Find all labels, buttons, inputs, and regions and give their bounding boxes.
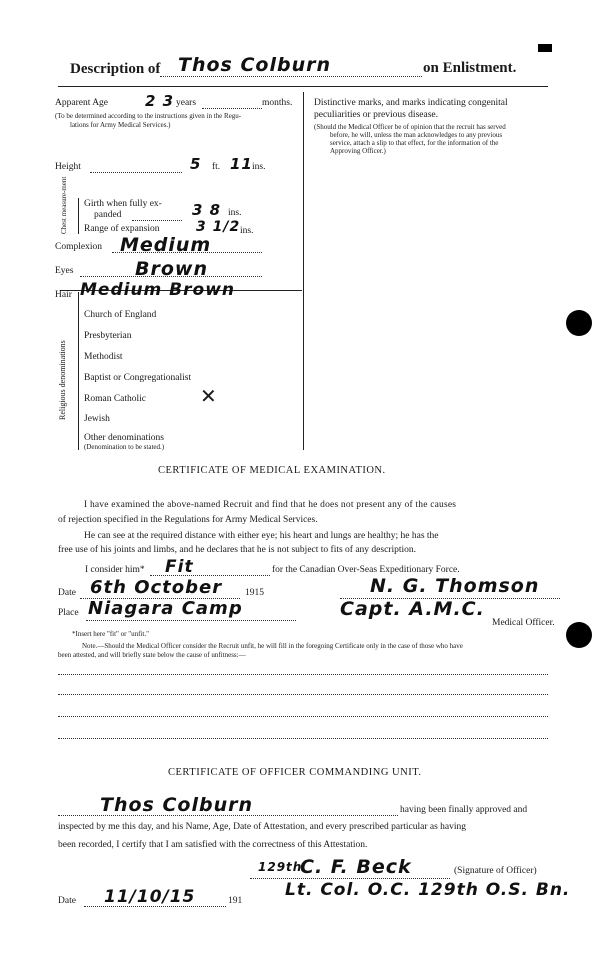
height-label: Height [55, 162, 81, 172]
height-in-value: 11 [230, 155, 253, 173]
ft-label: ft. [212, 162, 221, 172]
chest-side-label: Chest measure-ment [60, 176, 68, 234]
medical-p2-line-1: He can see at the required distance with either eye; his heart and lungs are healthy; he has the [84, 531, 439, 541]
officer-line-2: inspected by me this day, and his Name, Age, Date of Attestation, and every prescribed particular as having [58, 822, 467, 832]
religion-jewish: Jewish [84, 414, 110, 424]
center-divider [303, 92, 304, 450]
religion-note: (Denomination to be stated.) [84, 443, 165, 451]
officer-name-line [58, 815, 398, 816]
med-year-value: 1915 [245, 588, 264, 598]
medical-officer-signature: N. G. Thomson [370, 575, 540, 597]
officer-heading: CERTIFICATE OF OFFICER COMMANDING UNIT. [168, 767, 422, 778]
hair-label: Hair [55, 290, 72, 300]
girth-label-1: Girth when fully ex- [84, 199, 162, 209]
unfit-line-2 [58, 694, 548, 695]
officer-date-label: Date [58, 896, 76, 906]
eyes-label: Eyes [55, 266, 74, 276]
months-label: months. [262, 98, 293, 108]
fit-value: Fit [165, 557, 194, 577]
officer-line-1-tail: having been finally approved and [400, 805, 528, 815]
religion-side-label: Religious denominations [58, 340, 67, 420]
consider-tail: for the Canadian Over-Seas Expeditionary Force. [272, 565, 460, 575]
unfit-note-line-1: Note.—Should the Medical Officer consider the Recruit unfit, he will fill in the foregoing Certificate only in the case of those who have [82, 642, 463, 650]
officer-recruit-name: Thos Colburn [100, 794, 253, 816]
religion-presbyterian: Presbyterian [84, 331, 132, 341]
religion-church-of-england: Church of England [84, 310, 157, 320]
unfit-line-3 [58, 716, 548, 717]
officer-signature-line [250, 878, 450, 879]
chest-box-left [78, 198, 79, 234]
battalion-value: 129th [258, 860, 303, 874]
unfit-line-4 [58, 738, 548, 739]
officer-rank-value: Lt. Col. O.C. 129th O.S. Bn. [285, 880, 571, 900]
medical-heading: CERTIFICATE OF MEDICAL EXAMINATION. [158, 465, 386, 476]
girth-ins-label: ins. [228, 208, 242, 218]
complexion-value: Medium [120, 234, 212, 256]
fit-line [150, 575, 270, 576]
range-label: Range of expansion [84, 224, 160, 234]
signature-of-officer-label: (Signature of Officer) [454, 866, 537, 876]
officer-line-3: been recorded, I certify that I am satisfied with the correctness of this Attestation. [58, 840, 368, 850]
officer-date-line [84, 906, 226, 907]
insert-note: *Insert here "fit" or "unfit." [72, 630, 149, 638]
range-ins-label: ins. [240, 226, 254, 236]
recruit-name-handwritten: Thos Colburn [178, 54, 331, 76]
hair-value: Medium Brown [80, 280, 236, 300]
med-date-label: Date [58, 588, 76, 598]
height-line [90, 172, 182, 173]
religion-cross-mark: ✕ [200, 386, 217, 408]
med-place-line [86, 620, 296, 621]
religion-methodist: Methodist [84, 352, 123, 362]
medical-p1-line-1: I have examined the above-named Recruit and find that he does not present any of the causes [84, 500, 457, 510]
religion-other: Other denominations [84, 433, 164, 443]
marks-note-4: Approving Officer.) [330, 147, 386, 155]
age-note-line-2: lations for Army Medical Services.) [70, 121, 171, 129]
unfit-line-1 [58, 674, 548, 675]
marks-heading-1: Distinctive marks, and marks indicating congenital [314, 98, 508, 108]
med-place-value: Niagara Camp [88, 598, 243, 619]
girth-label-2: panded [94, 210, 122, 220]
header-name-line [160, 76, 422, 77]
marks-heading-2: peculiarities or previous disease. [314, 110, 438, 120]
range-value: 3 1/2 [196, 219, 241, 235]
medical-p2-line-2: free use of his joints and limbs, and he declares that he is not subject to fits of any description. [58, 545, 417, 555]
complexion-line [112, 252, 262, 253]
ins-label: ins. [252, 162, 266, 172]
medical-officer-rank: Capt. A.M.C. [340, 598, 485, 620]
religion-baptist: Baptist or Congregationalist [84, 373, 192, 383]
complexion-label: Complexion [55, 242, 102, 252]
unfit-note-line-2: been attested, and will briefly state below the cause of unfitness:— [58, 651, 246, 659]
medical-officer-label: Medical Officer. [492, 618, 555, 628]
marks-note-3: service, attach a slip to that effect, for the information of the [330, 139, 499, 147]
religion-roman-catholic: Roman Catholic [84, 394, 147, 404]
corner-mark [538, 44, 552, 52]
religion-box-left [78, 292, 79, 450]
marks-note-1: (Should the Medical Officer be of opinion that the recruit has served [314, 123, 506, 131]
officer-year-prefix: 191 [228, 896, 243, 906]
description-title [70, 60, 160, 78]
eyes-value: Brown [135, 258, 208, 280]
marks-note-2: before, he will, unless the man acknowledges to any previous [330, 131, 503, 139]
girth-line [132, 220, 182, 221]
apparent-age-value: 2 3 [145, 92, 175, 110]
height-ft-value: 5 [190, 155, 202, 173]
on-enlistment-label: on Enlistment. [423, 60, 517, 76]
punch-hole-upper [566, 310, 592, 336]
months-line [202, 108, 262, 109]
medical-p1-line-2: of rejection specified in the Regulations for Army Medical Services. [58, 515, 318, 525]
girth-value: 3 8 [192, 201, 222, 219]
consider-label: I consider him* [85, 565, 145, 575]
apparent-age-label: Apparent Age [55, 98, 109, 108]
header-rule [58, 86, 548, 87]
age-note-line-1: (To be determined according to the instructions given in the Regu- [55, 112, 242, 120]
med-date-value: 6th October [90, 577, 223, 598]
officer-signature: C. F. Beck [300, 856, 412, 878]
med-place-label: Place [58, 608, 79, 618]
punch-hole-lower [566, 622, 592, 648]
eyes-line [80, 276, 262, 277]
officer-date-value: 11/10/15 [104, 887, 196, 907]
description-of-label: Description of [70, 61, 161, 77]
years-label: years [176, 98, 197, 108]
